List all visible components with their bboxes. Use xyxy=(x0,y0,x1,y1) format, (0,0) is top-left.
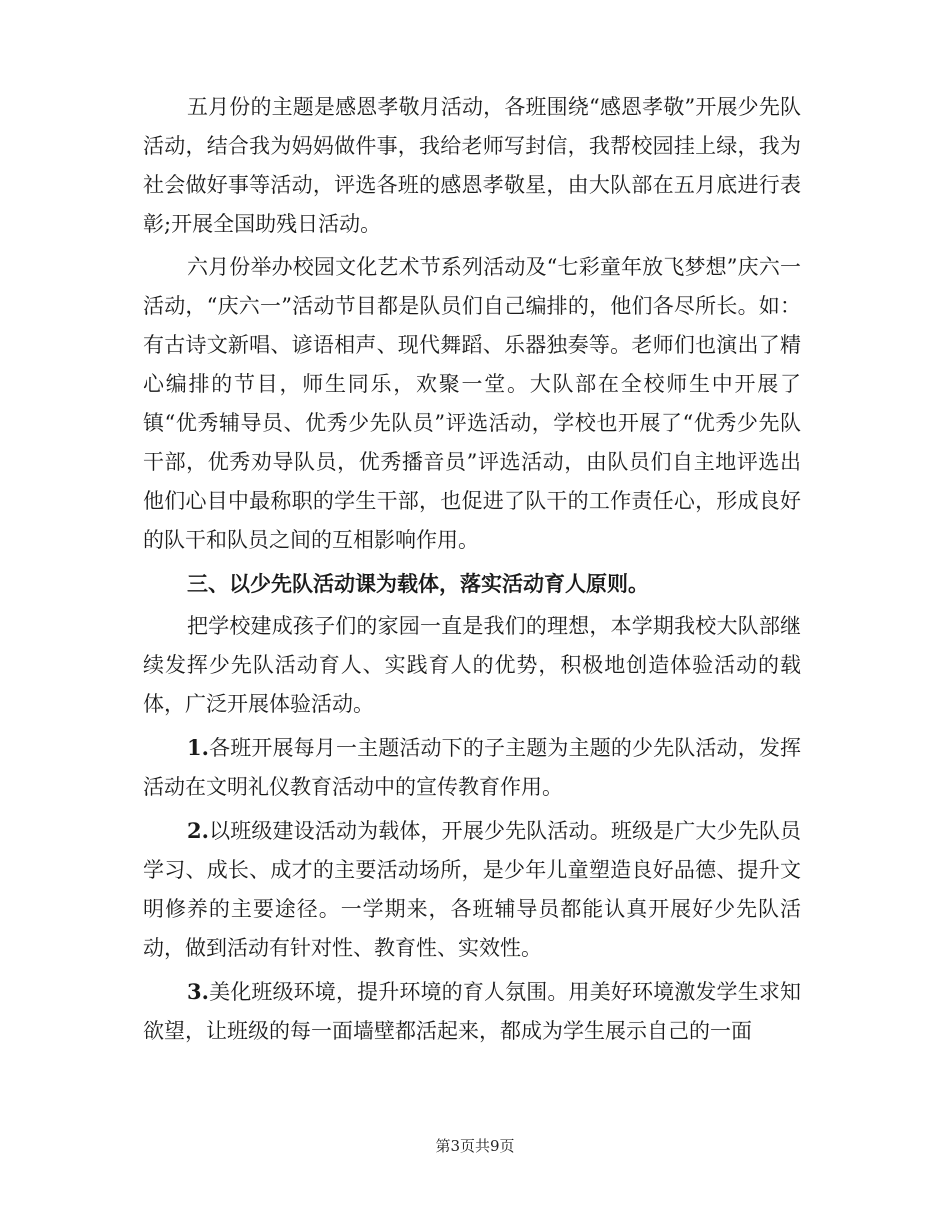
paragraph-june-activities xyxy=(143,248,801,560)
item-text: 美化班级环境，提升环境的育人氛围。用美好环境激发学生求知欲望，让班级的每一面墙壁都活起来，都成为学生展示自己的一面 xyxy=(143,980,801,1043)
paragraph-text: 六月份举办校园文化艺术节系列活动及“七彩童年放飞梦想”庆六一活动，“庆六一”活动节目都是队员们自己编排的，他们各尽所长。如：有古诗文新唱、谚语相声、现代舞蹈、乐器独奏等。老师们也演出了精心编排的节目，师生同乐，欢聚一堂。大队部在全校师生中开展了镇“优秀辅导员、优秀少先队员”评选活动，学校也开展了“优秀少先队干部，优秀劝导队员，优秀播音员”评选活动，由队员们自主地评选出他们心目中最称职的学生干部，也促进了队干的工作责任心，形成良好的队干和队员之间的互相影响作用。 xyxy=(143,255,801,552)
item-text: 以班级建设活动为载体，开展少先队活动。班级是广大少先队员学习、成长、成才的主要活动场所，是少年儿童塑造良好品德、提升文明修养的主要途径。一学期来，各班辅导员都能认真开展好少先队活动，做到活动有针对性、教育性、实效性。 xyxy=(143,819,801,960)
item-number: 2. xyxy=(187,818,209,843)
page-footer xyxy=(0,1135,950,1156)
paragraph-text: 五月份的主题是感恩孝敬月活动，各班围绕“感恩孝敬”开展少先队活动，结合我为妈妈做件事，我给老师写封信，我帮校园挂上绿，我为社会做好事等活动，评选各班的感恩孝敬星，由大队部在五月底进行表彰;开展全国助残日活动。 xyxy=(143,95,801,236)
page-number-label: 第3页共9页 xyxy=(435,1137,515,1155)
paragraph-may-activities xyxy=(143,88,801,244)
numbered-item-1 xyxy=(143,728,801,807)
numbered-item-3 xyxy=(143,972,801,1051)
document-body xyxy=(143,88,801,1055)
paragraph-section-intro xyxy=(143,607,801,724)
item-text: 各班开展每月一主题活动下的子主题为主题的少先队活动，发挥活动在文明礼仪教育活动中的宣传教育作用。 xyxy=(143,736,801,799)
paragraph-text: 把学校建成孩子们的家园一直是我们的理想，本学期我校大队部继续发挥少先队活动育人、实践育人的优势，积极地创造体验活动的载体，广泛开展体验活动。 xyxy=(143,614,801,716)
item-number: 1. xyxy=(187,735,209,760)
section-heading-text: 三、以少先队活动课为载体，落实活动育人原则。 xyxy=(187,571,649,596)
item-number: 3. xyxy=(187,979,209,1004)
numbered-item-2 xyxy=(143,811,801,968)
section-heading-three xyxy=(143,564,801,603)
